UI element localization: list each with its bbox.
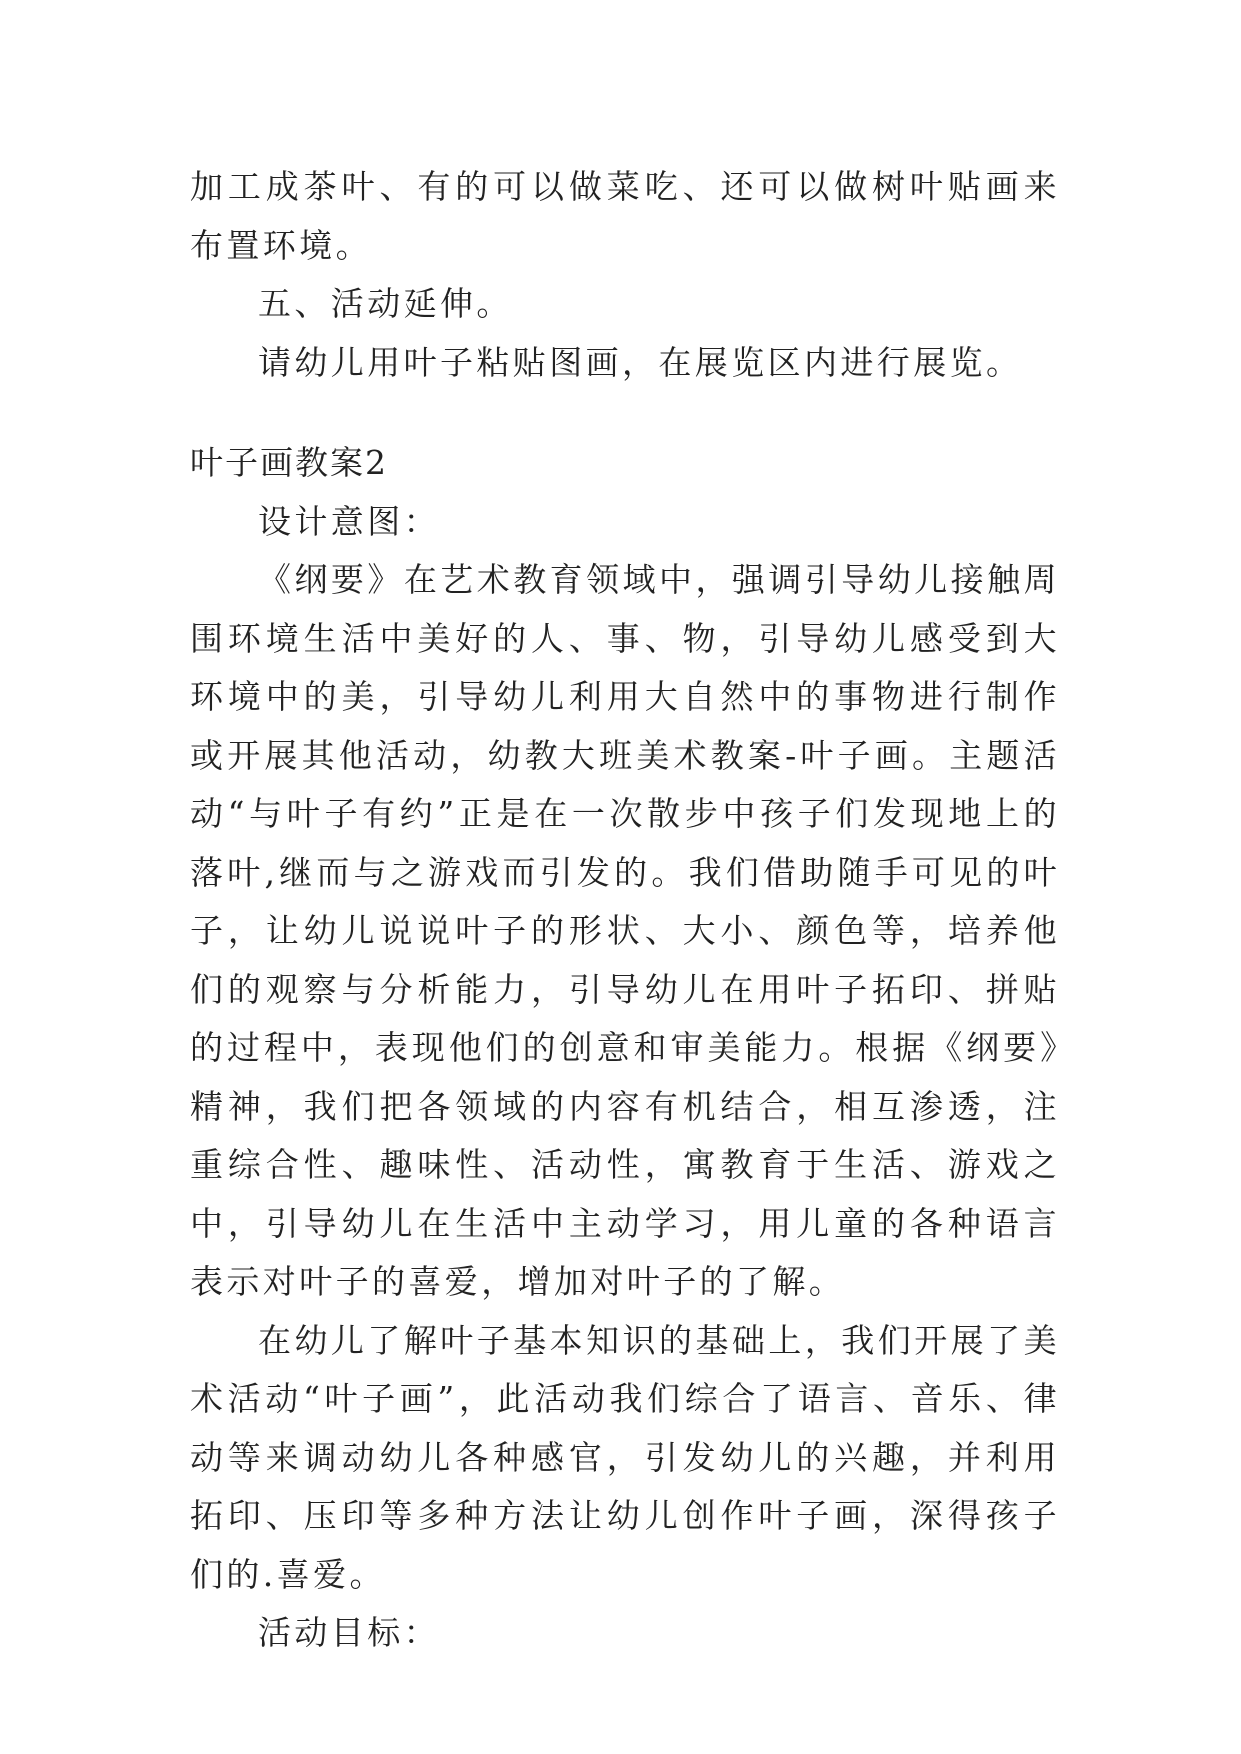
paragraph-activity-goals-heading: 活动目标： bbox=[258, 1613, 440, 1652]
paragraph-continuation: 加工成茶叶、有的可以做菜吃、还可以做树叶贴画来布置环境。 bbox=[190, 167, 1060, 265]
paragraph-activity-description: 在幼儿了解叶子基本知识的基础上，我们开展了美术活动“叶子画”，此活动我们综合了语言、音乐、律动等来调动幼儿各种感官，引发幼儿的兴趣，并利用拓印、压印等多种方法让幼儿创作叶子画，深得孩子们的.喜爱。 bbox=[190, 1320, 1060, 1594]
document-body bbox=[190, 158, 1060, 1663]
section-title: 叶子画教案2 bbox=[190, 443, 388, 482]
paragraph-activity-extension: 请幼儿用叶子粘贴图画，在展览区内进行展览。 bbox=[258, 342, 1023, 382]
paragraph-activity-extension-heading: 五、活动延伸。 bbox=[258, 284, 513, 323]
paragraph-design-intent: 《纲要》在艺术教育领域中，强调引导幼儿接触周围环境生活中美好的人、事、物，引导幼儿感受到大环境中的美，引导幼儿利用大自然中的事物进行制作或开展其他活动，幼教大班美术教案-叶子画。主题活动“与叶子有约”正是在一次散步中孩子们发现地上的落叶,继而与之游戏而引发的。我们借助随手可见的叶子，让幼儿说说叶子的形状、大小、颜色等，培养他们的观察与分析能力，引导幼儿在用叶子拓印、拼贴的过程中，表现他们的创意和审美能力。根据《纲要》精神，我们把各领域的内容有机结合，相互渗透，注重综合性、趣味性、活动性，寓教育于生活、游戏之中，引导幼儿在生活中主动学习，用儿童的各种语言表示对叶子的喜爱，增加对叶子的了解。 bbox=[190, 560, 1060, 1301]
paragraph-design-intent-heading: 设计意图： bbox=[258, 501, 440, 541]
